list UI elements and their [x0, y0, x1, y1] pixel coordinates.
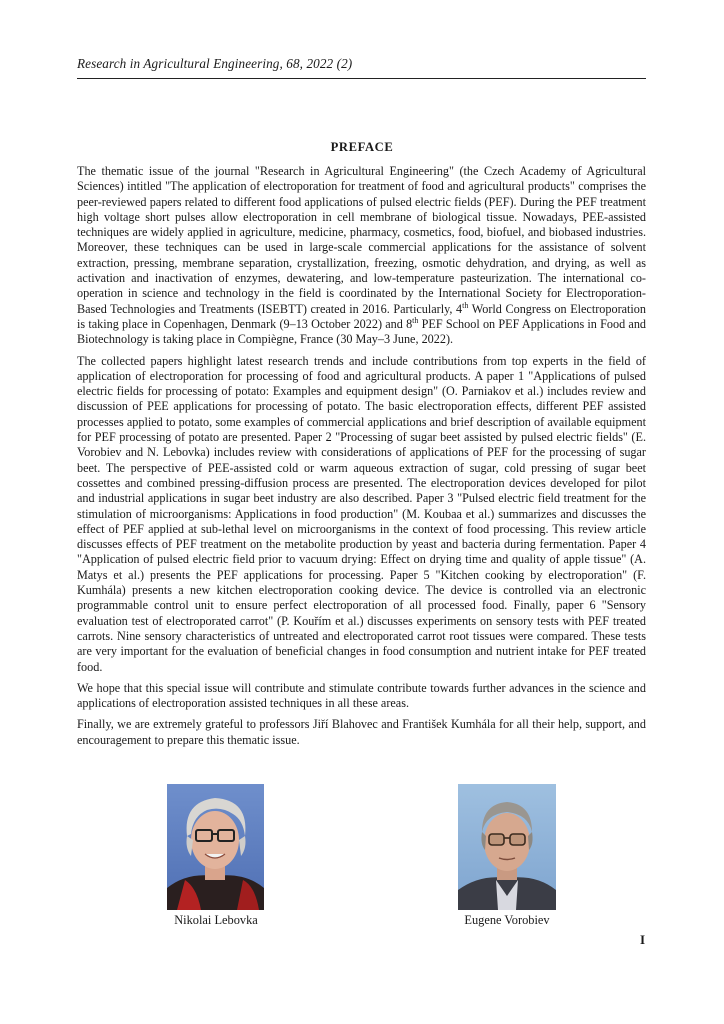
- caption-eugene-vorobiev: Eugene Vorobiev: [464, 913, 550, 927]
- paragraph-1-part-c: PEF School on PEF Applications in Food and Biotechnology is taking place in Compiègne, France (30 May–3 June, 2022).: [77, 316, 647, 347]
- paragraph-4: Finally, we are extremely grateful to professors Jiří Blahovec and František Kumhála for all their help, support, and encouragement to prepare this thematic issue.: [77, 717, 646, 747]
- paragraph-1-part-b: World Congress on Electroporation is taking place in Copenhagen, Denmark (9–13 October 2022) and 8: [77, 301, 646, 331]
- portrait-eugene-vorobiev: [458, 784, 556, 910]
- preface-body: [77, 164, 646, 754]
- paragraph-2: The collected papers highlight latest research trends and include contributions from top experts in the field of application of electroporation for processing of food and agricultural products. A paper 1 "Applications of pulsed electric fields for processing of potato: Examples and equipment design" (O. Parniakov et al.) includes review and discussion of PEE applications for processing of potato. The basic electroporation effects, different PEF assisted processes applied to potato, some examples of commercial applications and brief description of available equipment for PEF processing of potato are presented. Paper 2 "Processing of sugar beet assisted by pulsed electric fields" (E. Vorobiev and N. Lebovka) includes review with considerations of applications of PEF for the processing of sugar beet. The perspective of PEE-assisted cold or warm aqueous extraction of sugar, cold pressing of sugar beet cossettes and combined pressing-diffusion process are presented. The electroporation devices developed for pilot and industrial applications in sugar beet industry are also described. Paper 3 "Pulsed electric field treatment for the stimulation of microorganisms: Applications in food production" (M. Koubaa et al.) summarizes and discusses the effect of PEF applied at sub-lethal level on microorganisms in the context of food processing. This review article discusses effects of PEF treatment on the metabolite production by yeast and bacteria during fermentation. Paper 4 "Application of pulsed electric field prior to vacuum drying: Effect on drying time and quality of apple tissue" (A. Matys et al.) presents the PEF applications for processing. Paper 5 "Kitchen cooking by electroporation" (F. Kumhála) presents a new kitchen electroporation cooking device. The device is controlled via an electronic programmable control unit to ensure perfect electroporation of all processed food. Finally, paper 6 "Sensory evaluation test of electroporated carrot" (P. Kouřím et al.) discusses experiments on sensory tests with PEF treated carrots. Nine sensory characteristics of untreated and electroporated carrot root tissues were compared. These tests are very important for the evaluation of beneficial changes in food consumption and nutrient intake for PEF treated food.: [77, 353, 646, 674]
- paragraph-1: [77, 164, 646, 348]
- superscript-th-1: th: [462, 300, 469, 310]
- page-title: PREFACE: [330, 140, 394, 154]
- paragraph-1-part-a: The thematic issue of the journal "Research in Agricultural Engineering" (the Czech Academy of Agricultural Sciences) intitled "The application of electroporation for treatment of food and agricultural products" comprises the peer-reviewed papers related to different food applications of pulsed electric fields (PEF). During the PEF treatment high voltage short pulses allow electroporation in cell membrane of biological tissue. Nowadays, PEE-assisted techniques are widely applied in agriculture, medicine, pharmacy, cosmetics, food, biofuel, and biobased industries. Moreover, these techniques can be used in large-scale commercial applications for the assistance of solvent extraction, pressing, membrane separation, crystallization, freezing, osmotic dehydration, and drying, as well as activation and inactivation of enzymes, dewatering, and low-temperature pasteurization. The international co-operation in science and technology in the field is coordinated by the International Society for Electroporation-Based Technologies and Treatments (ISEBTT) created in 2016. Particularly, 4: [77, 164, 646, 316]
- journal-header: Research in Agricultural Engineering, 68, 2022 (2): [77, 56, 353, 71]
- portrait-nikolai-lebovka: [167, 784, 264, 910]
- caption-nikolai-lebovka: Nikolai Lebovka: [174, 913, 258, 927]
- header-rule: [77, 78, 646, 79]
- page-number: I: [640, 932, 646, 947]
- superscript-th-2: th: [412, 315, 419, 325]
- paragraph-3: We hope that this special issue will contribute and stimulate contribute towards further advances in the science and applications of electroporation assisted techniques in all these areas.: [77, 680, 646, 711]
